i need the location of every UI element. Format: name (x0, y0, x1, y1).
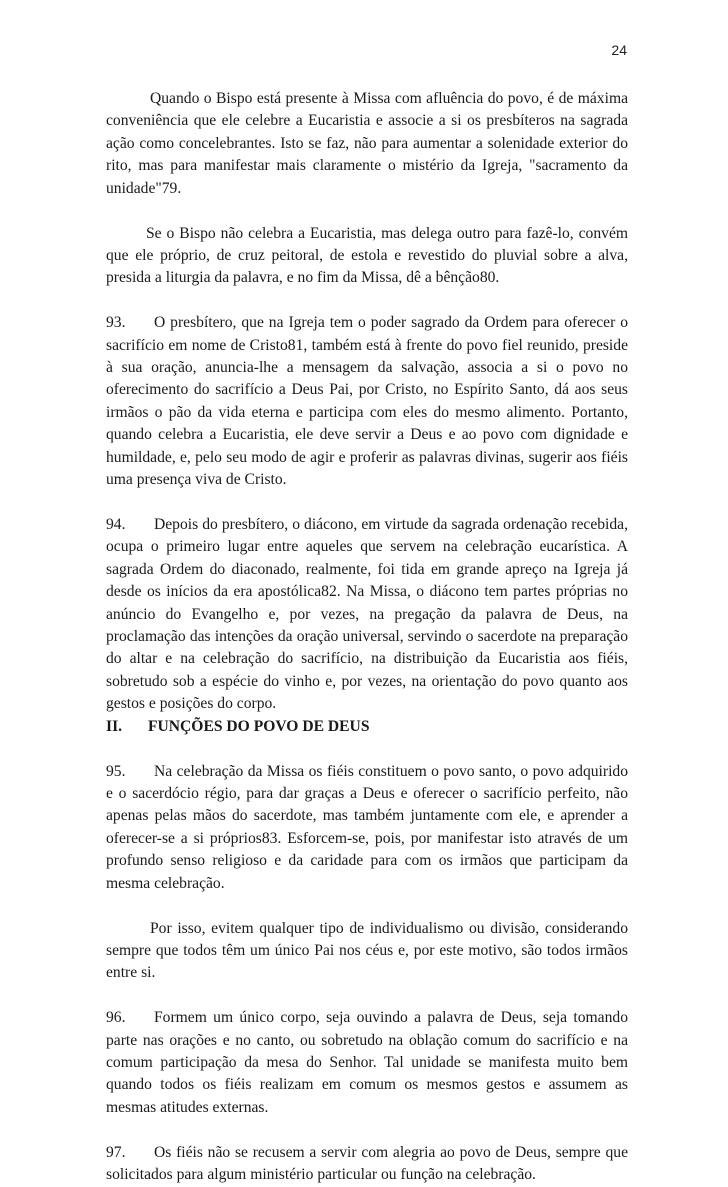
paragraph-bishop-delegates: Se o Bispo não celebra a Eucaristia, mas delega outro para fazê-lo, convém que ele próprio, de cruz peitoral, de estola e revestido do pluvial sobre a alva, presida a liturgia da palavra, e no fim da Missa, dê a bênção80. (106, 224, 628, 287)
paragraph-number: 95. (106, 762, 126, 780)
paragraph-number: 93. (106, 314, 126, 332)
paragraph-text: Formem um único corpo, seja ouvindo a palavra de Deus, seja tomando parte nas orações e no canto, ou sobretudo na oblação comum do sacrifício e na comum participação da mesa do Senhor. Tal unidade se manifesta muito bem quando todos os fiéis realizam em comum os mesmos gestos e assumem as mesmas atitudes externas. (106, 1009, 628, 1116)
paragraph-individualism: Por isso, evitem qualquer tipo de individualismo ou divisão, considerando sempre que todos têm um único Pai nos céus e, por este motivo, são todos irmãos entre si. (106, 919, 628, 982)
paragraph-text: Depois do presbítero, o diácono, em virtude da sagrada ordenação recebida, ocupa o primeiro lugar entre aqueles que servem na celebração eucarística. A sagrada Ordem do diaconado, realmente, foi tida em grande apreço na Igreja já desde os inícios da era apostólica82. Na Missa, o diácono tem partes próprias no anúncio do Evangelho e, por vezes, na pregação da palavra de Deus, na proclamação das intenções da oração universal, servindo o sacerdote na preparação do altar e na celebração do sacrifício, na distribuição da Eucaristia aos fiéis, sobretudo sob a espécie do vinho e, por vezes, na orientação do povo quanto aos gestos e posições do corpo. (106, 516, 628, 713)
section-heading (106, 716, 628, 738)
paragraph-number: 94. (106, 516, 126, 533)
page-number: 24 (611, 42, 627, 58)
paragraph-94 (106, 514, 628, 716)
paragraph-text: O presbítero, que na Igreja tem o poder sagrado da Ordem para oferecer o sacrifício em nome de Cristo81, também está à frente do povo fiel reunido, preside à sua oração, anuncia-lhe a mensagem da salvação, associa a si o povo no oferecimento do sacrifício a Deus Pai, por Cristo, no Espírito Santo, dá aos seus irmãos o pão da vida eterna e participa com eles do mesmo alimento. Portanto, quando celebra a Eucaristia, ele deve servir a Deus e ao povo com dignidade e humildade, e, pelo seu modo de agir e proferir as palavras divinas, sugerir aos fiéis uma presença viva de Cristo. (106, 314, 628, 489)
paragraph-93 (106, 312, 628, 491)
paragraph-95 (106, 761, 628, 895)
paragraph-bishop-presence: Quando o Bispo está presente à Missa com afluência do povo, é de máxima conveniência que ele celebre a Eucaristia e associe a si os presbíteros na sagrada ação como concelebrantes. Isto se faz, não para aumentar a solenidade exterior do rito, mas para manifestar mais claramente o mistério da Igreja, "sacramento da unidade"79. (106, 90, 628, 197)
page-body (106, 88, 628, 1187)
paragraph-text: Os fiéis não se recusem a servir com alegria ao povo de Deus, sempre que solicitados para algum ministério particular ou função na celebração. (106, 1143, 628, 1184)
paragraph-number: 97. (106, 1143, 126, 1161)
paragraph-number: 96. (106, 1009, 126, 1027)
paragraph-96 (106, 1007, 628, 1119)
section-number: II. (106, 717, 123, 735)
paragraph-97 (106, 1142, 628, 1187)
paragraph-text: Na celebração da Missa os fiéis constituem o povo santo, o povo adquirido e o sacerdócio régio, para dar graças a Deus e oferecer o sacrifício perfeito, não apenas pelas mãos do sacerdote, mas também juntamente com ele, e aprender a oferecer-se a si próprios83. Esforcem-se, pois, por manifestar isto através de um profundo senso religioso e da caridade para com os irmãos que participam da mesma celebração. (106, 762, 628, 892)
section-title: FUNÇÕES DO POVO DE DEUS (148, 717, 370, 735)
